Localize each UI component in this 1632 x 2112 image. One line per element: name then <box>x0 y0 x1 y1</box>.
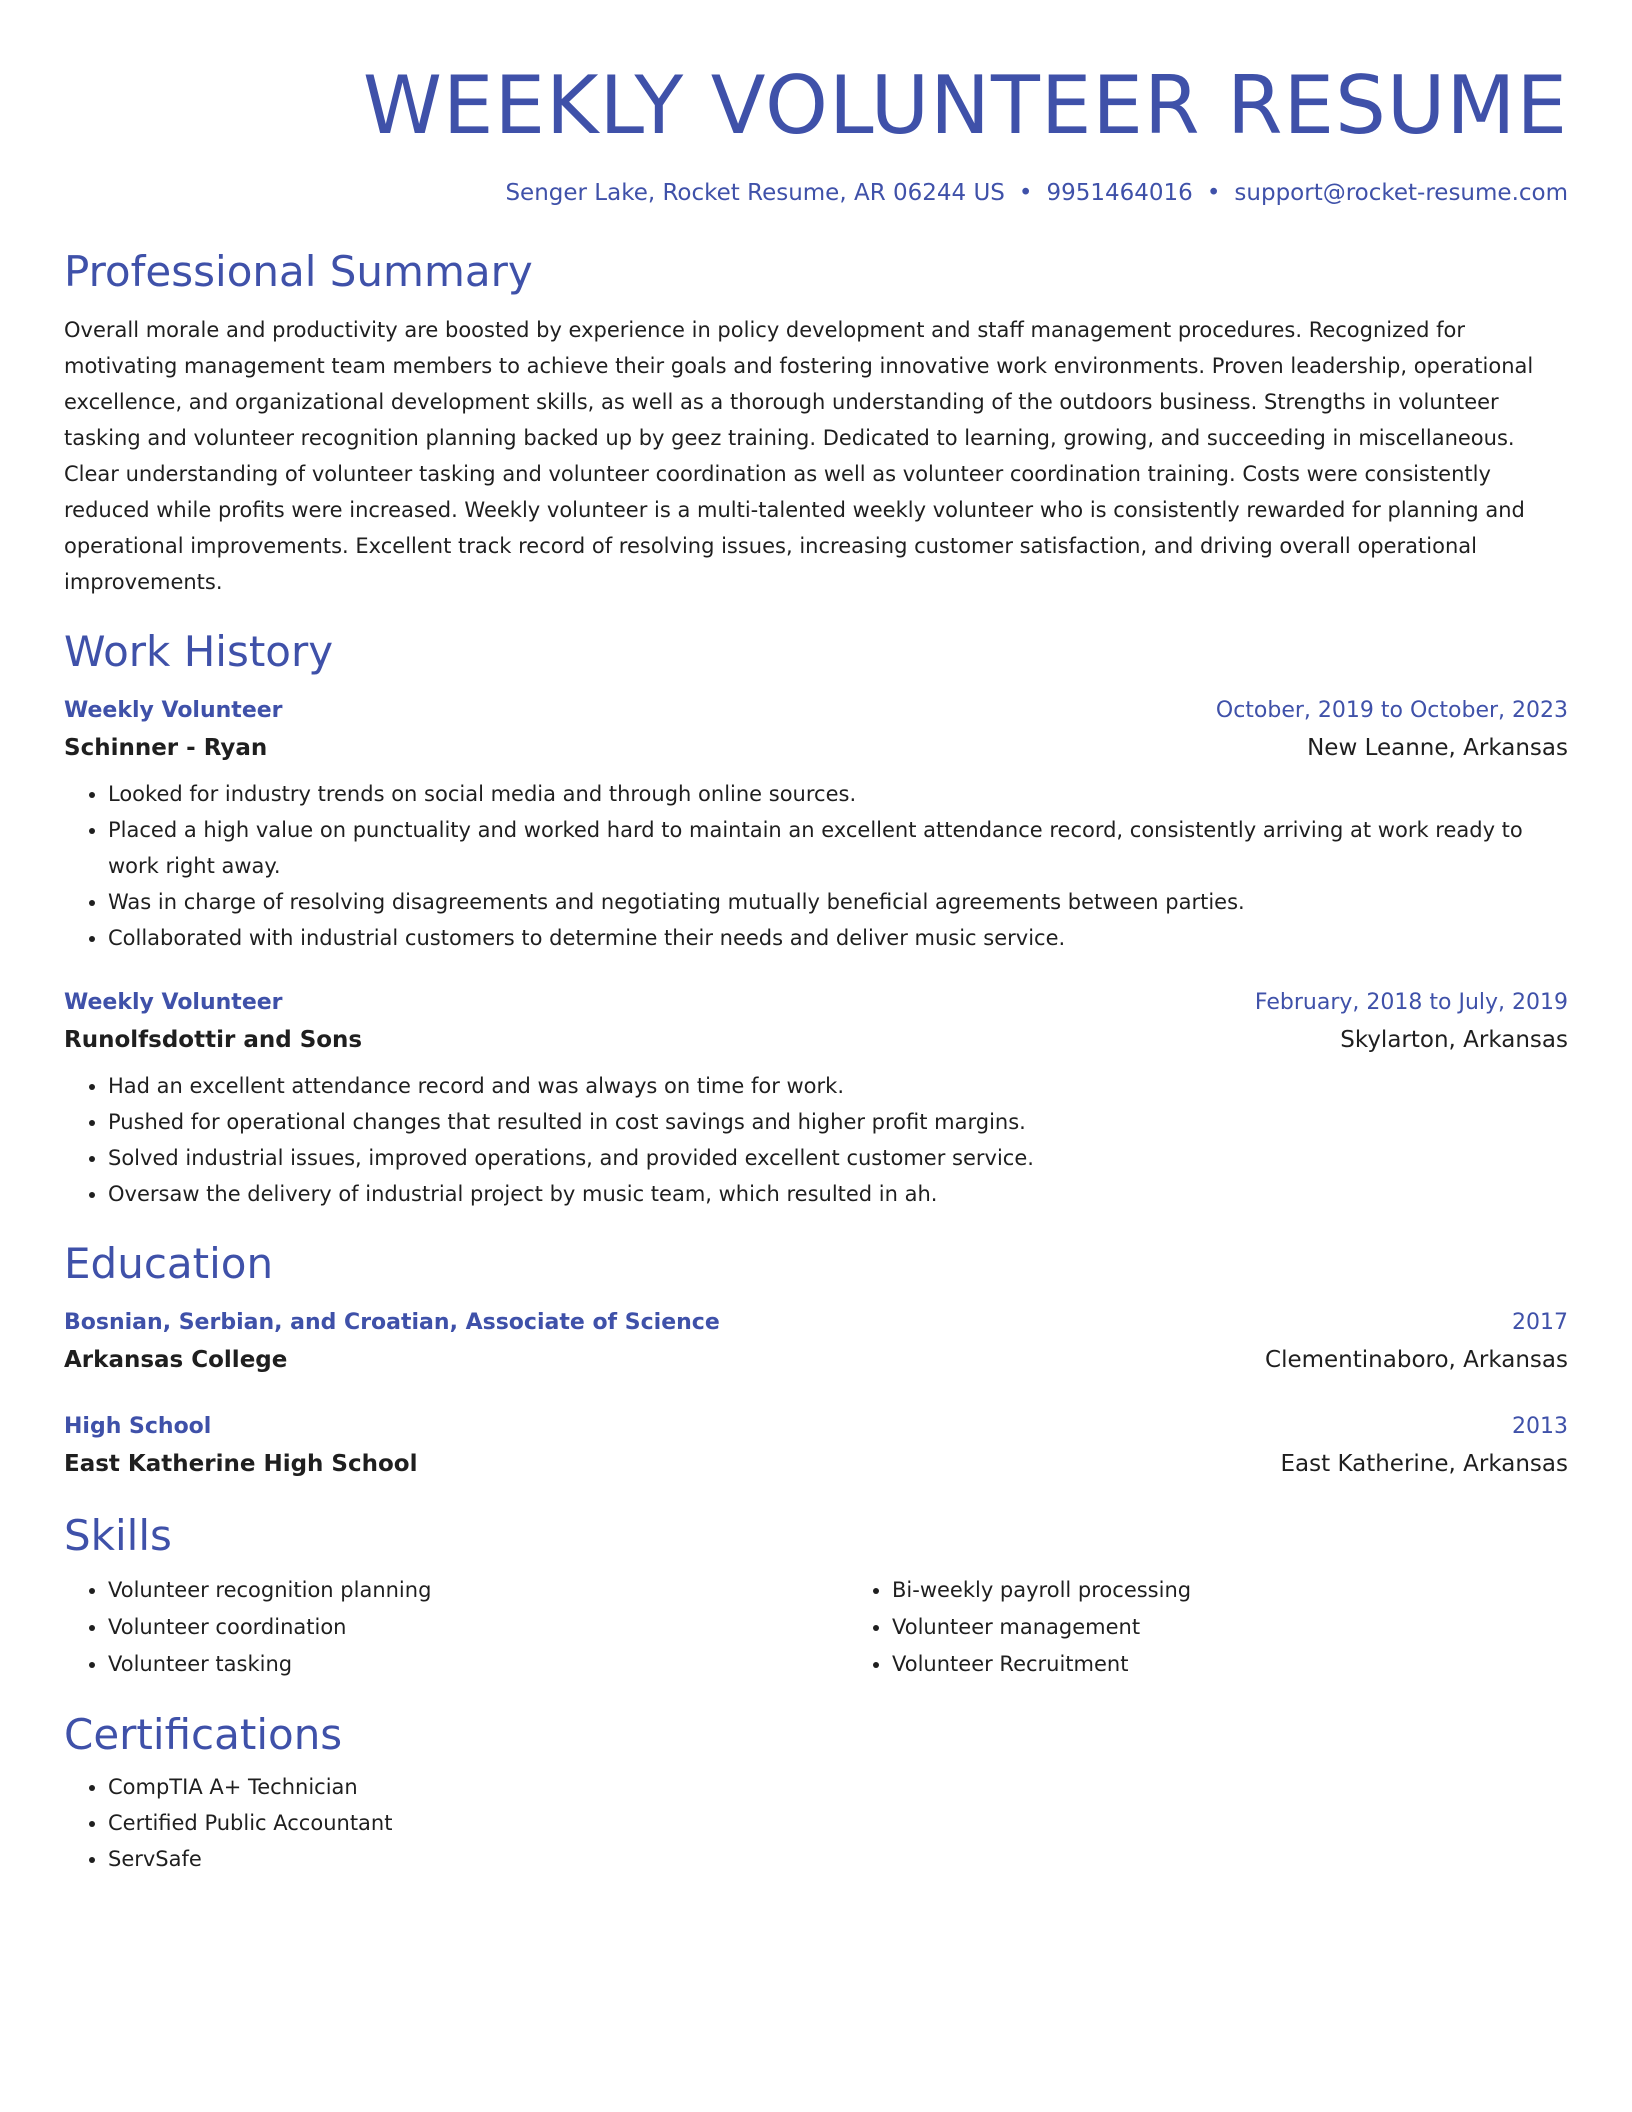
job-location: New Leanne, Arkansas <box>1307 735 1568 761</box>
job-entry <box>64 694 1568 956</box>
certifications-list <box>64 1769 1568 1877</box>
job-title: Weekly Volunteer <box>64 698 283 723</box>
education-entry <box>64 1306 1568 1380</box>
skill-item: • Volunteer coordination <box>108 1609 848 1646</box>
skills-column-right <box>848 1572 1632 1683</box>
certification-item: • Certified Public Accountant <box>108 1805 1568 1841</box>
email-link[interactable]: support@rocket-resume.com <box>1234 180 1568 206</box>
section-heading-summary: Professional Summary <box>64 247 533 296</box>
certification-item: • ServSafe <box>108 1841 1568 1877</box>
list-item: • Had an excellent attendance record and was always on time for work. <box>108 1068 1568 1104</box>
company-name: Schinner - Ryan <box>64 735 268 761</box>
skill-item: • Volunteer tasking <box>108 1646 848 1683</box>
section-heading-skills: Skills <box>64 1511 172 1560</box>
school-location: Clementinaboro, Arkansas <box>1265 1347 1568 1373</box>
separator-dot: • <box>1206 180 1221 206</box>
section-heading-education: Education <box>64 1239 274 1288</box>
job-location: Skylarton, Arkansas <box>1340 1027 1568 1053</box>
certification-item: • CompTIA A+ Technician <box>108 1769 1568 1805</box>
section-heading-work-history: Work History <box>64 627 334 676</box>
skill-item: • Volunteer management <box>892 1609 1632 1646</box>
list-item: • Looked for industry trends on social media and through online sources. <box>108 776 1568 812</box>
education-year: 2017 <box>1512 1310 1568 1335</box>
skill-item: • Volunteer recognition planning <box>108 1572 848 1609</box>
contact-line <box>64 178 1568 208</box>
list-item: • Collaborated with industrial customers to determine their needs and deliver music service. <box>108 920 1568 956</box>
job-bullets <box>64 1068 1568 1212</box>
list-item: • Oversaw the delivery of industrial project by music team, which resulted in ah. <box>108 1176 1568 1212</box>
job-dates: October, 2019 to October, 2023 <box>1215 698 1568 723</box>
address: Senger Lake, Rocket Resume, AR 06244 US <box>505 180 1005 206</box>
summary-text: Overall morale and productivity are boosted by experience in policy development and staff management procedures. Recognized for motivating management team members to achieve their goals and fostering innovative work environments. Proven leadership, operational excellence, and organizational development skills, as well as a thorough understanding of the outdoors business. Strengths in volunteer tasking and volunteer recognition planning backed up by geez training. Dedicated to learning, growing, and succeeding in miscellaneous. Clear understanding of volunteer tasking and volunteer coordination as well as volunteer coordination training. Costs were consistently reduced while profits were increased. Weekly volunteer is a multi-talented weekly volunteer who is consistently rewarded for planning and operational improvements. Excellent track record of resolving issues, increasing customer satisfaction, and driving overall operational improvements. <box>64 318 1534 594</box>
job-dates: February, 2018 to July, 2019 <box>1254 990 1568 1015</box>
list-item: • Pushed for operational changes that resulted in cost savings and higher profit margins. <box>108 1104 1568 1140</box>
company-name: Runolfsdottir and Sons <box>64 1027 363 1053</box>
job-bullets <box>64 776 1568 956</box>
skill-item: • Bi-weekly payroll processing <box>892 1572 1632 1609</box>
list-item: • Was in charge of resolving disagreements and negotiating mutually beneficial agreements between parties. <box>108 884 1568 920</box>
job-entry <box>64 986 1568 1212</box>
job-title: Weekly Volunteer <box>64 990 283 1015</box>
list-item: • Placed a high value on punctuality and worked hard to maintain an excellent attendance record, consistently arriving at work ready to work right away. <box>108 812 1568 884</box>
section-heading-certifications: Certifications <box>64 1710 343 1759</box>
skills-list <box>64 1572 1568 1683</box>
school-name: East Katherine High School <box>64 1451 418 1477</box>
skill-item: • Volunteer Recruitment <box>892 1646 1632 1683</box>
skills-column-left <box>64 1572 848 1683</box>
school-location: East Katherine, Arkansas <box>1280 1451 1568 1477</box>
degree-title: Bosnian, Serbian, and Croatian, Associate of Science <box>64 1310 720 1335</box>
separator-dot: • <box>1018 180 1033 206</box>
education-entry <box>64 1410 1568 1484</box>
resume-title: WEEKLY VOLUNTEER RESUME <box>362 59 1568 152</box>
phone: 9951464016 <box>1046 180 1193 206</box>
list-item: • Solved industrial issues, improved operations, and provided excellent customer service. <box>108 1140 1568 1176</box>
education-year: 2013 <box>1512 1414 1568 1439</box>
school-name: Arkansas College <box>64 1347 288 1373</box>
degree-title: High School <box>64 1414 212 1439</box>
